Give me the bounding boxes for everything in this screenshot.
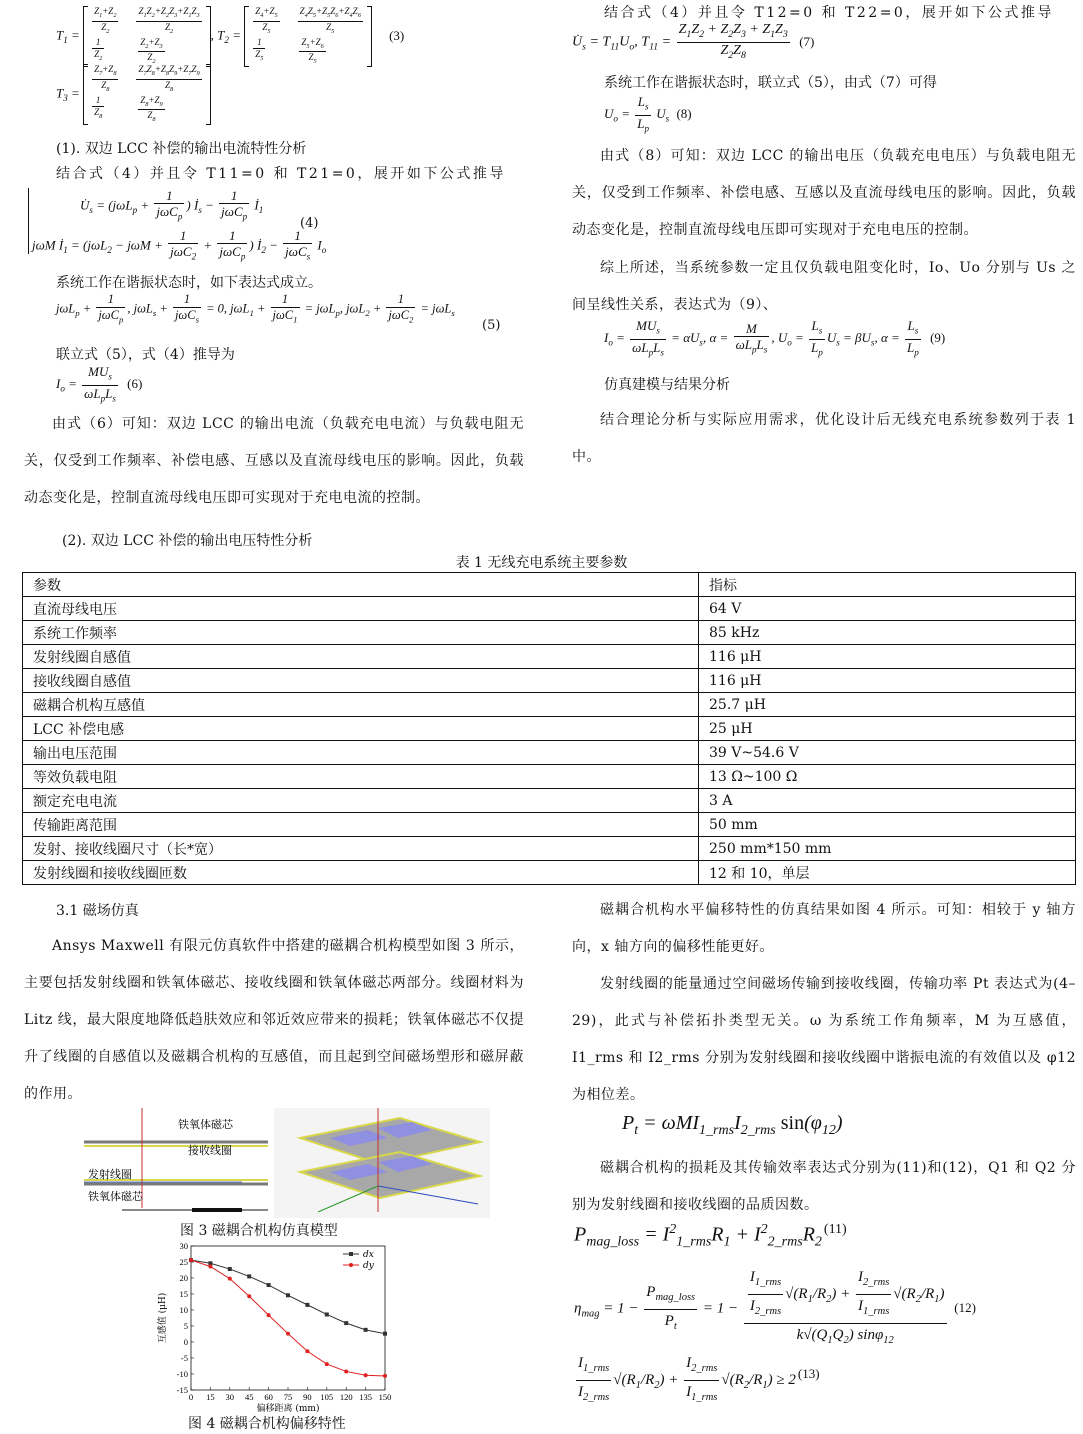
paragraph-summary: 综上所述，当系统参数一定且仅负载电阻变化时，Io、Uo 分别与 Us 之间呈线性关系，表达式为（9）、	[572, 260, 1076, 313]
table-cell: 接收线圈自感值	[23, 669, 699, 693]
y-tick-label: -5	[180, 1353, 188, 1363]
x-tick-label: 150	[378, 1392, 392, 1402]
table-row	[23, 621, 1076, 645]
fig3-label-ferrite-bottom: 铁氧体磁芯	[88, 1190, 143, 1203]
data-point-dy	[267, 1313, 271, 1317]
equation-11: $P_{mag\_loss} = I^2_{1\_rms}R_1 + I^2_{2\_rms}R_2^{(11)}$	[574, 1222, 847, 1250]
table-row	[23, 645, 1076, 669]
table-row	[23, 861, 1076, 885]
y-tick-label: -10	[176, 1369, 188, 1379]
equation-pt: $P_t = \omega MI_{1\_rms}I_{2\_rms}$ $\sin(\varphi_{12})$	[622, 1112, 843, 1138]
y-tick-label: 10	[179, 1305, 188, 1315]
data-point-dx	[383, 1332, 387, 1336]
table-row	[23, 813, 1076, 837]
data-point-dy	[247, 1294, 251, 1298]
table-cell: 输出电压范围	[23, 741, 699, 765]
data-point-dx	[286, 1293, 290, 1297]
paragraph-conclusion-8: 由式（8）可知：双边 LCC 的输出电压（负载充电电压）与负载电阻无关，仅受到工作频率、补偿电感、互感以及直流母线电压的影响。因此，负载动态变化是，控制直流母线电压即可实现对于充电电压的控制。	[572, 148, 1076, 238]
table-cell: 发射线圈和接收线圈匝数	[23, 861, 699, 885]
eq6-number: (6)	[127, 376, 143, 392]
table-row	[23, 765, 1076, 789]
table-cell: 发射线圈自感值	[23, 645, 699, 669]
table-cell: 磁耦合机构互感值	[23, 693, 699, 717]
parameter-table	[22, 572, 1076, 885]
equation-8: $U_o$ = $\frac{L_s}{L_p}$ $U_s$ (8)	[604, 94, 692, 134]
y-tick-label: 15	[179, 1289, 188, 1299]
figure-3-model	[82, 1108, 492, 1218]
paragraph-loss: 磁耦合机构的损耗及其传输效率表达式分别为(11)和(12)，Q1 和 Q2 分别为发射线圈和接收线圈的品质因数。	[572, 1160, 1076, 1213]
data-point-dy	[344, 1369, 348, 1373]
table-header-value: 指标	[699, 573, 1076, 597]
paragraph-conclusion-6: 由式（6）可知：双边 LCC 的输出电流（负载充电电流）与负载电阻无关，仅受到工作频率、补偿电感、互感以及直流母线电压的影响。因此，负载动态变化是，控制直流母线电压即可实现对于充电电流的控制。	[24, 416, 524, 506]
equation-13: $\frac{I_{1\_rms}}{I_{2\_rms}}$ $√(R_1/R_2)$ + $\frac{I_{2\_rms}}{I_{1\_rms}}$ $√(R_2/R_1) \ge 2$ (13)	[574, 1352, 820, 1409]
section-heading-voltage: (2). 双边 LCC 补偿的输出电压特性分析	[62, 533, 313, 549]
fig3-label-receiver: 接收线圈	[188, 1144, 232, 1157]
fig3-label-transmitter: 发射线圈	[88, 1168, 132, 1181]
equation-3: $T_1$ = $\frac{Z_1+Z_2}{Z_2}$ $\frac{Z_1Z_2+Z_2Z_3+Z_1Z_3}{Z_2}$ $\frac{1}{Z_2}$ $\frac{Z_2+Z_3}{Z_2}$ , $T_2$ = $\frac{Z_4+Z_5}{Z_5}$ $\frac{Z_4Z_5+Z_5Z_6+Z_4Z_6}{Z_5}$ $\frac{1}{Z_5}$ $\frac{Z_5+Z_6}{Z_5}$ (3) $T_3$ = $\frac{Z_7+Z_8}{Z_8}$ $\frac{Z_7Z_8+Z_8Z_9+Z_7Z_9}{Z_8}$ $\frac{1}{Z_8}$ $\frac{Z_8+Z_9}{Z_8}$	[56, 6, 405, 124]
data-point-dx	[247, 1274, 251, 1278]
table-cell: 3 A	[699, 789, 1076, 813]
data-point-dy	[189, 1258, 193, 1262]
section-heading-current: (1). 双边 LCC 补偿的输出电流特性分析	[56, 141, 307, 157]
data-point-dy	[383, 1374, 387, 1378]
table-cell: 13 Ω~100 Ω	[699, 765, 1076, 789]
table-header-row	[23, 573, 1076, 597]
table-row	[23, 597, 1076, 621]
series-line-dy	[191, 1260, 385, 1376]
equation-7: $U̇_s = T_{11}U_o$, $T_{11}$ = $\frac{Z_1Z_2 + Z_2Z_3 + Z_1Z_3}{Z_2Z_8}$ (7)	[572, 22, 815, 61]
table-cell: 传输距离范围	[23, 813, 699, 837]
equation-brace	[28, 188, 29, 254]
equation-9: $I_o$ = $\frac{MU_s}{\omega L_pL_s}$ = $\alpha U_s$, α = $\frac{M}{\omega L_pL_s}$ , $U_o$ = $\frac{L_s}{L_p}$ $U_s = \beta U_s$, α = $\frac{L_s}{L_p}$ (9)	[604, 318, 946, 358]
x-tick-label: 105	[320, 1392, 334, 1402]
eq7-number: (7)	[799, 33, 815, 49]
table-cell: LCC 补偿电感	[23, 717, 699, 741]
paragraph-resonant-right: 系统工作在谐振状态时，联立式（5），由式（7）可得	[604, 75, 937, 91]
legend-label-dx: dx	[363, 1250, 374, 1260]
figure-4-chart	[155, 1240, 395, 1415]
table-caption: 表 1 无线充电系统主要参数	[455, 555, 628, 571]
table-cell: 116 μH	[699, 669, 1076, 693]
data-point-dy	[325, 1362, 329, 1366]
table-row	[23, 741, 1076, 765]
x-tick-label: 75	[283, 1392, 293, 1402]
table-row	[23, 837, 1076, 861]
y-tick-label: 0	[183, 1337, 188, 1347]
equation-4: $U̇_s = (j\omega L_p$ + $\frac{1}{j\omega C_p}$ ) $İ_s$ − $\frac{1}{j\omega C_p}$ $İ_1$	[80, 188, 264, 222]
plot-frame	[191, 1246, 385, 1390]
eq9-number: (9)	[930, 330, 946, 346]
legend-marker-dy	[349, 1263, 353, 1267]
y-tick-label: 25	[179, 1257, 188, 1267]
data-point-dx	[344, 1321, 348, 1325]
table-cell: 12 和 10，单层	[699, 861, 1076, 885]
data-point-dx	[305, 1303, 309, 1307]
paragraph-simulation: 结合理论分析与实际应用需求，优化设计后无线充电系统参数列于表 1 中。	[572, 412, 1076, 465]
table-cell: 等效负载电阻	[23, 765, 699, 789]
table-row	[23, 717, 1076, 741]
eq11-number: (11)	[823, 1222, 847, 1237]
table-cell: 25 μH	[699, 717, 1076, 741]
table-cell: 85 kHz	[699, 621, 1076, 645]
paragraph-maxwell: Ansys Maxwell 有限元仿真软件中搭建的磁耦合机构模型如图 3 所示，主要包括发射线圈和铁氧体磁芯、接收线圈和铁氧体磁芯两部分。线圈材料为 Litz 线，最大限度地降低趋肤效应和邻近效应带来的损耗；铁氧体磁芯不仅提升了线圈的自感值以及磁耦合机构的互感值，而且起到空间磁场塑形和磁屏蔽的作用。	[24, 938, 524, 1102]
eq8-number: (8)	[676, 106, 692, 122]
data-point-dy	[364, 1373, 368, 1377]
section-heading-field-sim: 3.1 磁场仿真	[56, 903, 139, 919]
y-axis-label: 互感值 (μH)	[158, 1292, 168, 1344]
paragraph-joint: 联立式（5），式（4）推导为	[56, 347, 235, 363]
table-cell: 25.7 μH	[699, 693, 1076, 717]
table-cell: 50 mm	[699, 813, 1076, 837]
x-axis-label: 偏移距离 (mm)	[256, 1404, 320, 1414]
table-cell: 直流母线电压	[23, 597, 699, 621]
paragraph-offset-result: 磁耦合机构水平偏移特性的仿真结果如图 4 所示。可知：相较于 y 轴方向，x 轴方向的偏移性能更好。	[572, 902, 1076, 955]
section-heading-simulation: 仿真建模与结果分析	[604, 377, 730, 393]
y-tick-label: 20	[179, 1273, 188, 1283]
figure-4-caption: 图 4 磁耦合机构偏移特性	[188, 1416, 346, 1432]
x-tick-label: 135	[359, 1392, 372, 1402]
y-tick-label: 5	[183, 1321, 188, 1331]
paragraph-combine-4-right: 结合式（4）并且令 T12=0 和 T22=0，展开如下公式推导	[604, 5, 1054, 21]
paragraph-combine-4: 结合式（4）并且令 T11=0 和 T21=0，展开如下公式推导	[56, 166, 506, 182]
fig3-label-ferrite-top: 铁氧体磁芯	[178, 1118, 233, 1131]
table-row	[23, 789, 1076, 813]
data-point-dx	[228, 1267, 232, 1271]
table-cell: 额定充电电流	[23, 789, 699, 813]
y-tick-label: -15	[176, 1385, 188, 1395]
table-cell: 系统工作频率	[23, 621, 699, 645]
table-cell: 发射、接收线圈尺寸（长*宽）	[23, 837, 699, 861]
equation-5: jωL$_p$ + $\frac{1}{j\omega C_p}$ , jωL$_s$ + $\frac{1}{j\omega C_s}$ = 0, jωL$_1$ + $\frac{1}{j\omega C_1}$ = jωL$_p$, jωL$_2$ + $\frac{1}{j\omega C_2}$ = jωL$_s$	[56, 292, 455, 325]
data-point-dy	[208, 1264, 212, 1268]
x-tick-label: 90	[303, 1392, 312, 1402]
table-cell: 39 V~54.6 V	[699, 741, 1076, 765]
eq12-number: (12)	[954, 1300, 976, 1316]
x-tick-label: 45	[244, 1392, 254, 1402]
table-cell: 64 V	[699, 597, 1076, 621]
legend-marker-dx	[349, 1252, 353, 1256]
data-point-dx	[267, 1283, 271, 1287]
x-tick-label: 0	[188, 1392, 194, 1402]
y-tick-label: 30	[179, 1241, 188, 1251]
equation-12: $\eta_{mag} = 1$ − $\frac{P_{mag\_loss}}{P_t}$ = 1 − $\frac{I_{1\_rms}}{I_{2\_rms}}$ $√(R_1/R_2)$ + $\frac{I_{2\_rms}}{I_{1\_rms}}$ $√(R_2/R_1)$ $k√(Q_1Q_2)$ sinφ$_{12}$ (12)	[574, 1266, 976, 1352]
data-point-dy	[228, 1277, 232, 1281]
table-cell: 116 μH	[699, 645, 1076, 669]
legend-label-dy: dy	[363, 1261, 374, 1271]
data-point-dy	[305, 1349, 309, 1353]
table-cell: 250 mm*150 mm	[699, 837, 1076, 861]
paragraph-power: 发射线圈的能量通过空间磁场传输到接收线圈，传输功率 Pt 表达式为(4–29)，此式与补偿拓扑类型无关。ω 为系统工作角频率，M 为互感值，I1_rms 和 I2_rms 分别为发射线圈和接收线圈中谐振电流的有效值以及 φ12 为相位差。	[572, 976, 1076, 1103]
eq4-number: (4)	[300, 216, 319, 231]
eq13-number: (13)	[797, 1365, 820, 1381]
x-tick-label: 30	[225, 1392, 235, 1402]
table-row	[23, 693, 1076, 717]
eq5-number: (5)	[482, 318, 501, 333]
data-point-dx	[325, 1312, 329, 1316]
equation-6: $I_o$ = $\frac{MU_s}{\omega L_pL_s}$ (6)	[56, 364, 143, 404]
paragraph-resonant: 系统工作在谐振状态时，如下表达式成立。	[56, 275, 322, 291]
data-point-dx	[364, 1328, 368, 1332]
x-tick-label: 120	[339, 1392, 353, 1402]
table-header-param: 参数	[23, 573, 699, 597]
figure-3-caption: 图 3 磁耦合机构仿真模型	[180, 1223, 338, 1239]
data-point-dy	[286, 1332, 290, 1336]
eq3-number: (3)	[389, 27, 405, 43]
x-tick-label: 15	[206, 1392, 215, 1402]
x-tick-label: 60	[264, 1392, 273, 1402]
table-row	[23, 669, 1076, 693]
